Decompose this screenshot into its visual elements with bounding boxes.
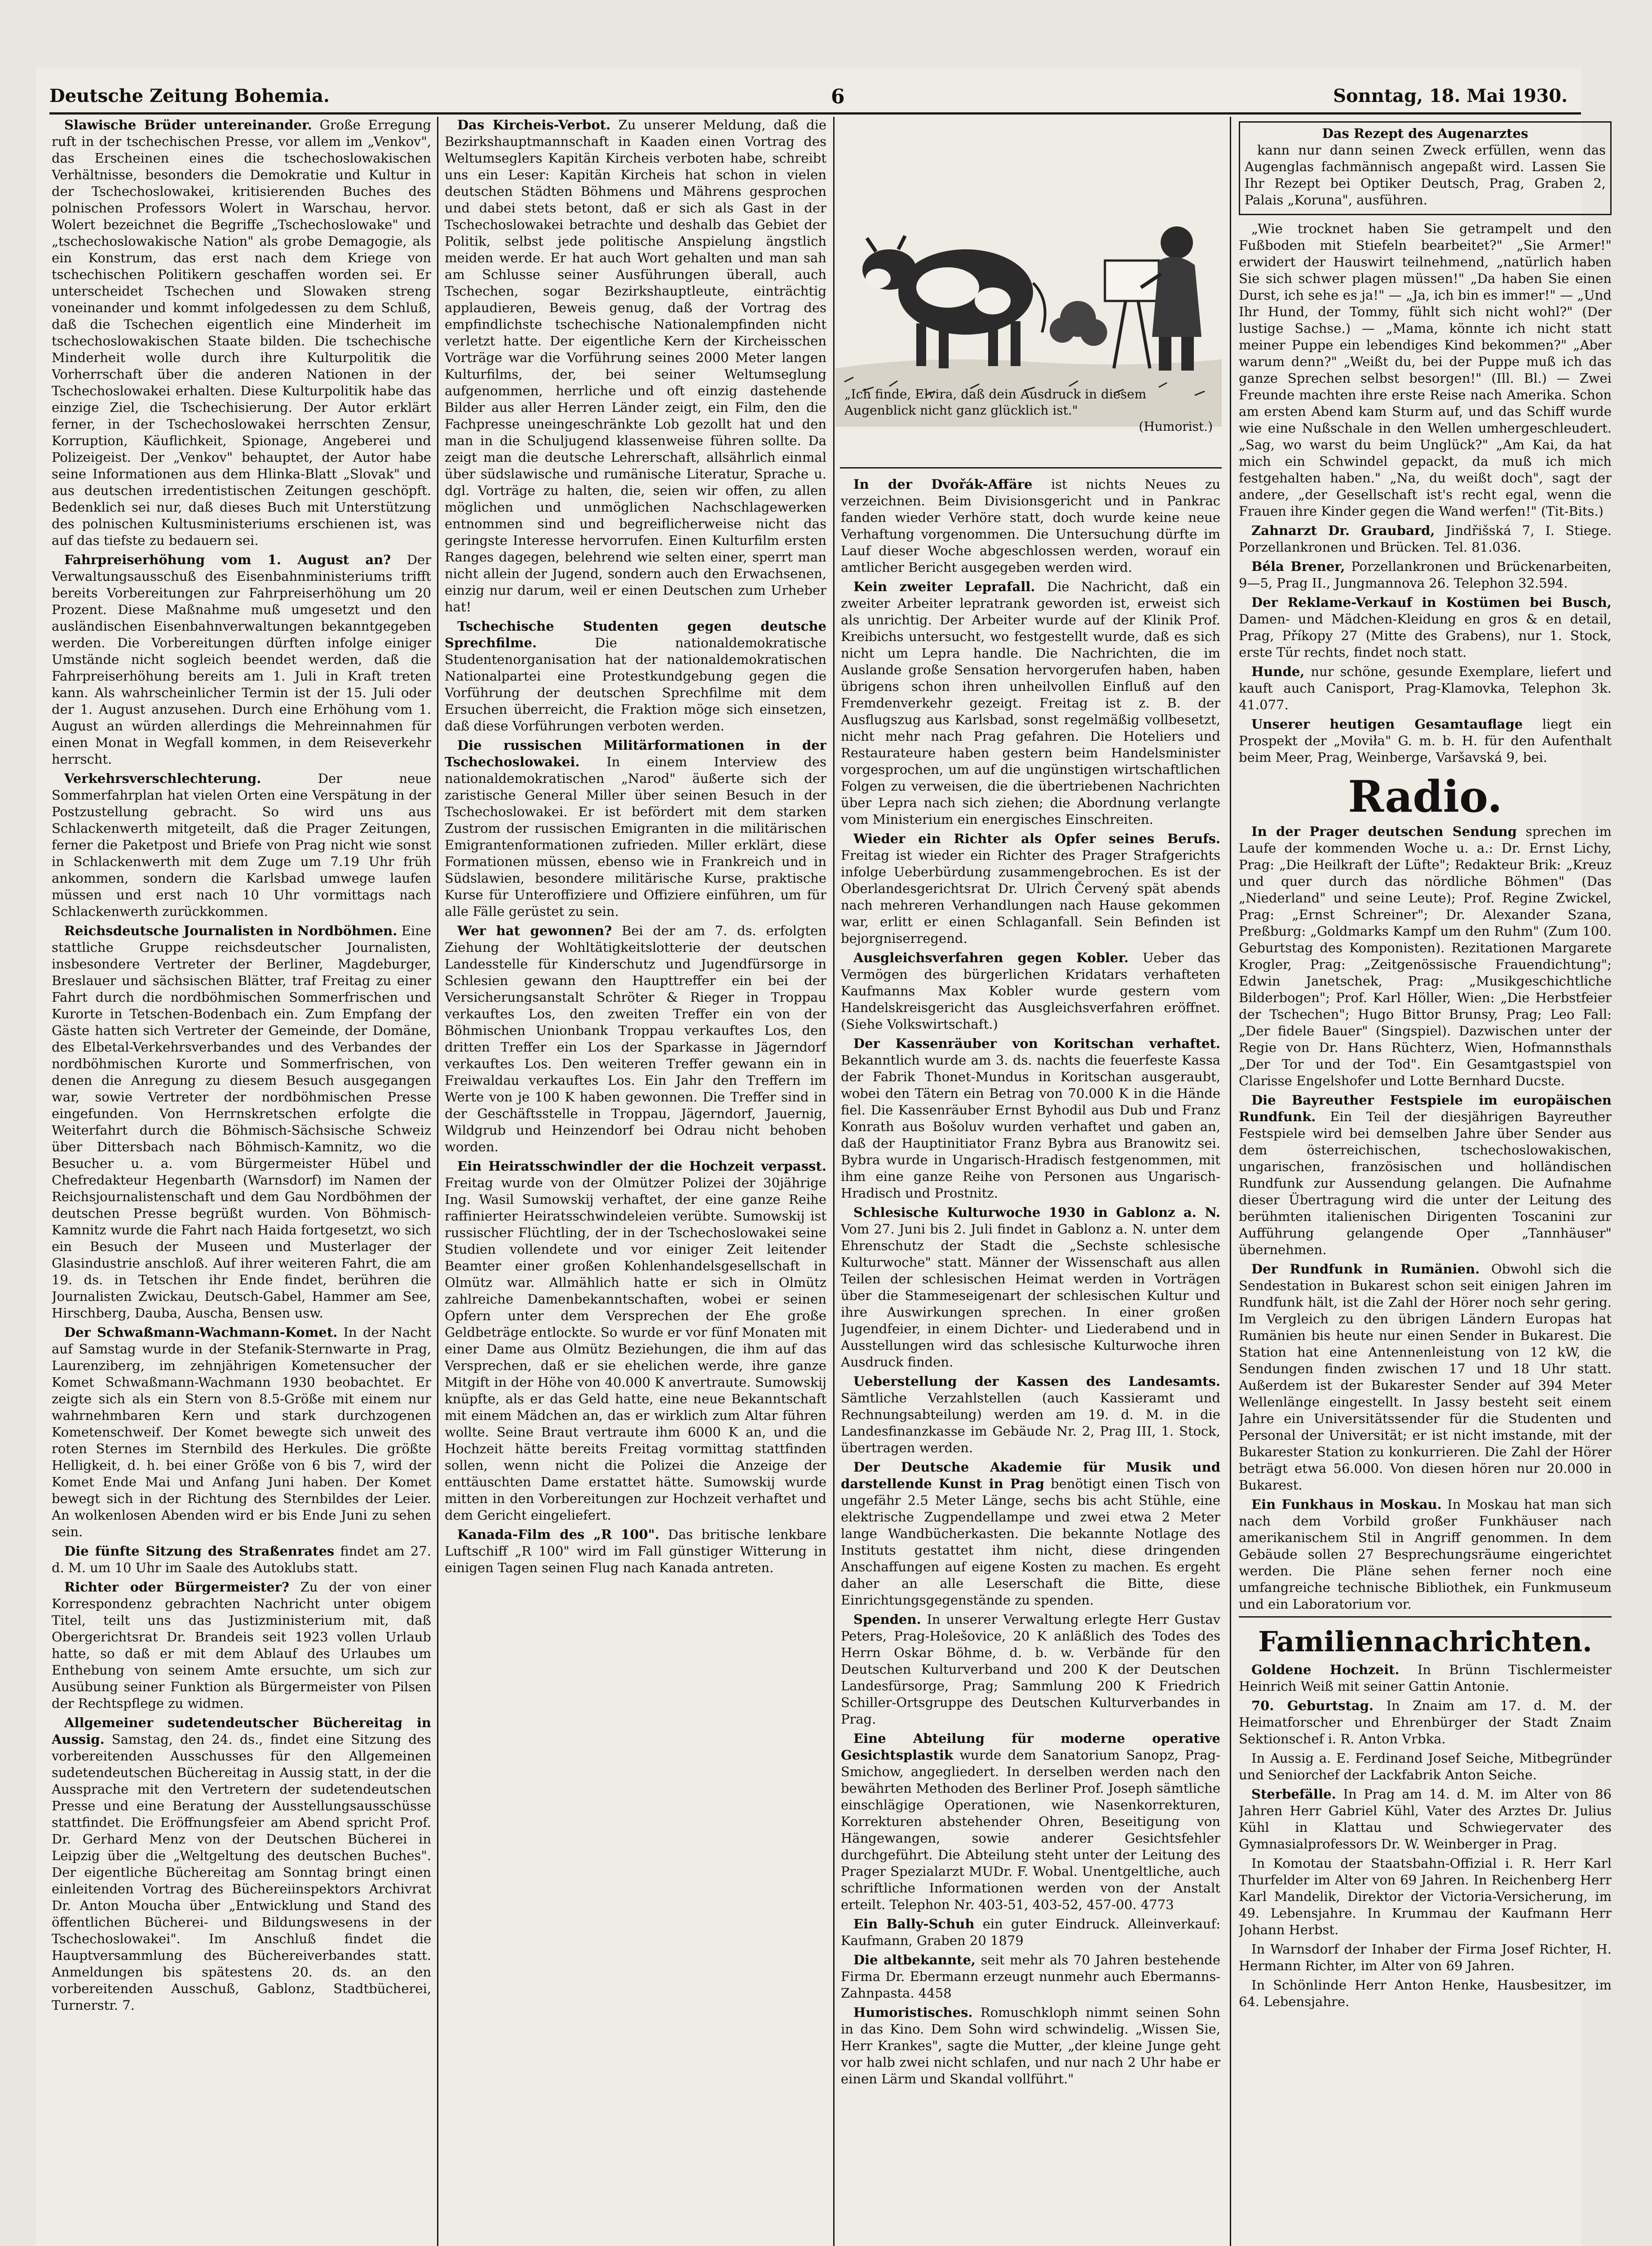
article [1239,716,1612,766]
article-lead: Tschechische Studenten gegen deutsche Sprechfilme. [445,619,826,650]
article [52,552,431,768]
article [52,1579,431,1712]
article-lead: Das Kircheis-Verbot. [457,117,611,133]
article [1239,558,1612,592]
article-text: Die Nachricht, daß ein zweiter Arbeiter lepratrank geworden ist, erweist sich als unrichtig. Der Arbeiter wurde auf der Klinik Prof. Kreibichs untersucht, wo festgestellt wurde, daß es sich nicht um Lepra handle. Die Nachrichten, die im Auslande große Sensation hervorgerufen haben, haben übrigens schon ihren unheilvollen Einfluß auf den Fremdenverkehr gezeigt. Freitag ist z. B. der Ausflugszug aus Karlsbad, sonst regelmäßig vollbesetzt, nicht mehr nach Prag gefahren. Die Hoteliers und Restaurateure haben gestern beim Handelsminister vorgesprochen, um auf die ungünstigen wirtschaftlichen Folgen zu verweisen, die die übertriebenen Nachrichten über Lepra nach sich ziehen; die Abordnung verlangte vom Ministerium ein energisches Einschreiten. [841,579,1220,827]
article [841,1611,1220,1728]
article [445,923,826,1155]
article-text: Porzellankronen und Brückenarbeiten, 9—5, Prag II., Jungmannova 26. Telephon 32.594. [1239,559,1612,591]
article-text: liegt ein Prospekt der „Moviła" G. m. b. H. für den Aufenthalt beim Meer, Prag, Weinberge, Varšavská 9, bei. [1239,716,1612,765]
article [52,923,431,1322]
article-text: Vom 27. Juni bis 2. Juli findet in Gablonz a. N. unter dem Ehrenschutz der Stadt die „Sechste schlesische Kulturwoche" statt. Männer der Wissenschaft aus allen Teilen der schlesischen Heimat werden in Vorträgen über die Stammeseigenart der schlesischen Kultur und ihre Auswirkungen sprechen. In einer großen Jugendfeier, in einem Dichter- und Liederabend und in Ausstellungen wird das schlesische Kulturwoche ihren Ausdruck finden. [841,1221,1220,1370]
cartoon-rule [840,467,1222,469]
article-lead: Humoristisches. [853,2005,973,2020]
article-text: Sämtliche Verzahlstellen (auch Kassieramt und Rechnungsabteilung) werden am 19. d. M. in die Landesfinanzkasse im Gebäude Nr. 2, Prag III, 1. Stock, übertragen werden. [841,1390,1220,1455]
article [841,579,1220,828]
article-lead: Kein zweiter Leprafall. [853,579,1035,594]
article [1239,1977,1612,2010]
optician-ad-title: Das Rezept des Augenarztes [1322,126,1528,141]
article-text: Der Verwaltungsausschuß des Eisenbahnministeriums trifft bereits Vorbereitungen zur Fahrpreiserhöhung um 20 Prozent. Diese Maßnahme muß umgesetzt und den ausländischen Eisenbahnverwaltungen bekanntgegeben werden. Die Vorbereitungen dürften infolge einiger Umstände nicht sogleich beendet werden, daß die Fahrpreiserhöhung bereits am 1. Juli in Kraft treten kann. Als wahrscheinlicher Termin ist der 15. Juli oder der 1. August anzusehen. Durch eine Erhöhung vom 1. August an würden allerdings die Mehreinnahmen für einen Monat in Wegfall kommen, in dem Reiseverkehr herrscht. [52,552,431,767]
article-lead: Kanada-Film des „R 100". [457,1527,659,1542]
article-text: nur schöne, gesunde Exemplare, liefert und kauft auch Canisport, Prag-Klamovka, Telephon 3k. 41.077. [1239,664,1612,712]
cartoon-caption [844,386,1213,435]
article-text: Samstag, den 24. ds., findet eine Sitzung des vorbereitenden Ausschusses für den Allgemeinen sudetendeutschen Büchereitag in Aussig statt, in der die Aussprache mit den Vertretern der sudetendeutschen Presse und eine Beratung der Ausstellungsausschüsse stattfindet. Die Eröffnungsfeier am Abend spricht Prof. Dr. Gerhard Menz von der Deutschen Bücherei in Leipzig über die „Weltgeltung des deutschen Buches". Der eigentliche Büchereitag am Sonntag bringt einen einleitenden Vortrag des Büchereiinspektors Archivrat Dr. Anton Moucha über „Entwicklung und Stand des öffentlichen Bücherei- und Bildungswesens in der Tschechoslowakei". Im Anschluß findet die Hauptversammlung des Büchereiverbandes statt. Anmeldungen bis spätestens 20. ds. an den vorbereitenden Ausschuß, Gablonz, Stadtbücherei, Turnerstr. 7. [52,1732,431,2013]
article-text: wurde dem Sanatorium Sanopz, Prag-Smichow, angegliedert. In derselben werden nach den bewährten Methoden des Berliner Prof. Joseph sämtliche einschlägige Operationen, wie Nasenkorrekturen, Korrekturen abstehender Ohren, Beseitigung von Hängewangen, sowie anderer Gesichtsfehler durchgeführt. Die Abteilung steht unter der Leitung des Prager Spezialarzt MUDr. F. Wobal. Unentgeltliche, auch schriftliche Informationen werden von der Anstalt erteilt. Telephon Nr. 403-51, 403-52, 457-00. 4773 [841,1747,1220,1912]
article [841,1035,1220,1202]
article-lead: Ueberstellung der Kassen des Landesamts. [853,1374,1220,1389]
article-lead: Allgemeiner sudetendeutscher Büchereitag in Aussig. [52,1715,431,1747]
article [1239,1261,1612,1494]
article-lead: Ein Funkhaus in Moskau. [1251,1497,1442,1512]
article-lead: Hunde, [1251,664,1305,679]
article-text: Bei der am 7. ds. erfolgten Ziehung der Wohltätigkeitslotterie der deutschen Landesstelle für Kinderschutz und Jugendfürsorge in Schlesien gewann den Haupttreffer ein bei der Versicherungsanstalt Schröter & Rieger in Troppau verkauftes Los, den zweiten Treffer ein von der Böhmischen Unionbank Troppau verkauftes Los, den dritten Treffer ein Los der Sparkasse in Jägerndorf verkauftes Los. Den weiteren Treffer gewann ein in Freiwaldau verkauftes Los. Ein Jahr den Treffern im Werte von je 100 K haben gewonnen. Die Treffer sind in der Geschäftsstelle in Troppau, Jägerndorf, Jauernig, Wildgrub und Heinzendorf bei Odrau nicht behoben worden. [445,923,826,1154]
optician-ad-text: kann nur dann seinen Zweck erfüllen, wenn das Augenglas fachmännisch angepaßt wird. Lassen Sie Ihr Rezept bei Optiker Deutsch, Prag, Graben 2, Palais „Koruna", ausführen. [1245,142,1606,208]
article-text: Ueber das Vermögen des bürgerlichen Kridatars verhafteten Kaufmanns Max Kobler wurde gestern vom Handelskreisgericht das Ausgleichsverfahren eröffnet. (Siehe Volkswirtschaft.) [841,950,1220,1032]
article-text: Zu unserer Meldung, daß die Bezirkshauptmannschaft in Kaaden einen Vortrag des Weltumseglers Kapitän Kircheis verboten habe, schreibt uns ein Leser: Kapitän Kircheis hat schon in vielen deutschen Städten Böhmens und Mährens gesprochen und dabei stets betont, daß er sich als Gast in der Tschechoslowakei betrachte und deshalb das Gebiet der Politik, selbst jede politische Anspielung ängstlich meiden werde. Er hat auch Wort gehalten und man sah am Schlusse seiner Ausführungen überall, auch Tschechen, sogar Bezirkshauptleute, einträchtig applaudieren, Beweis genug, daß der Vortrag des empfindlichste tschechische Nationalempfinden nicht verletzt hatte. Der eigentliche Kern der Kircheisschen Vorträge war die Vorführung seines 2000 Meter langen Kulturfilms, der, bei seiner Weltumseglung aufgenommen, herrliche und oft einzig dastehende Bilder aus aller Herren Länder zeigt, ein Film, den die Fachpresse uneingeschränkte Lob gezollt hat und den man in die Schuljugend klassenweise führen sollte. Da zeigt man die deutsche Lehrerschaft, allsährlich einmal über südslawische und rumänische Literatur, Sprache u. dgl. Vorträge zu halten, die, seien wir offen, zu allen möglichen und unmöglichen Nachschlagewerken entnommen sind und begreiflicherweise nicht das geringste Interesse hervorrufen. Einen Kulturfilm ersten Ranges dagegen, belehrend wie selten einer, sperrt man nicht allein der Jugend, sondern auch den Erwachsenen, einzig nur darum, weil er einen Deutschen zum Urheber hat! [445,117,826,615]
article-text: Freitag ist wieder ein Richter des Prager Strafgerichts infolge Ueberbürdung zusammengebrochen. Es ist der Oberlandesgerichtsrat Dr. Ulrich Červený spät abends nach mehreren Verhandlungen nach Hause gekommen war, erlitt er einen Schlaganfall. Sein Befinden ist bejorgniserregend. [841,848,1220,946]
article-text: In Aussig a. E. Ferdinand Josef Seiche, Mitbegründer und Seniorchef der Lackfabrik Anton Seiche. [1239,1751,1612,1782]
family-section [1239,1662,1612,2010]
article-text: Zu der von einer Korrespondenz gebrachten Nachricht unter obigem Titel, teilt uns das Justizministerium mit, daß Obergerichtsrat Dr. Brandeis seit 1923 vollen Urlaub hatte, so daß er mit dem Ablauf des Urlaubes um Enthebung von seinem Amte ersuchte, um sich zur Ausübung seiner Funktion als Bürgermeister von Pilsen der Rechtspflege zu widmen. [52,1579,431,1711]
article-lead: Der Deutsche Akademie für Musik und darstellende Kunst in Prag [841,1459,1220,1491]
family-rule [1239,1616,1612,1618]
classified-ads [1239,522,1612,766]
article [445,737,826,920]
article-text: Bekanntlich wurde am 3. ds. nachts die feuerfeste Kassa der Fabrik Thonet-Mundus in Koritschan ausgeraubt, wobei den Tätern ein Betrag von 70.000 K in die Hände fiel. Die Kassenräuber Ernst Byhodil aus Dub und Franz Konrath aus Bošoluv wurden verhaftet und gaben an, daß der Hauptinitiator Franz Bybra aus Branowitz sei. Bybra wurde in Ungarisch-Hradisch festgenommen, mit ihm eine ganze Reihe von Personen aus Ungarisch-Hradisch und Prostnitz. [841,1052,1220,1201]
article [1239,594,1612,661]
article-text: Ein Teil der diesjährigen Bayreuther Festspiele wird bei demselben Jahre über Sender aus dem österreichischen, tschechoslowakischen, ungarischen, französischen und holländischen Rundfunk zur Aussendung gelangen. Die Aufnahme dieser Übertragung wird die unter der Leitung des berühmten italienischen Dirigenten Toscanini zur Aufführung gelangende Oper „Tannhäuser" übernehmen. [1239,1109,1612,1257]
article-text: In einem Interview des nationaldemokratischen „Narod" äußerte sich der zaristische General Miller über seinen Besuch in der Tschechoslowakei. Er ist befördert mit dem starken Zustrom der russischen Emigranten in die militärischen Emigrantenformationen zufrieden. Miller erklärt, diese Formationen müssen, ebenso wie in Frankreich und in Südslawien, besondere militärische Kurse, praktische Kurse für Unteroffiziere und Offiziere einführen, um für alle Fälle gerüstet zu sein. [445,754,826,919]
article [1239,1786,1612,1853]
article-text: sprechen im Laufe der kommenden Woche u. a.: Dr. Ernst Lichy, Prag: „Die Heilkraft der Lüfte"; Redakteur Brik: „Kreuz und quer durch das nördliche Böhmen" (Das „Niederland" und seine Leute); Prof. Regine Zwickel, Prag: „Ernst Schreiner"; Dr. Alexander Szana, Preßburg: „Goldmarks Kampf um den Ruhm" (Zum 100. Geburtstag des Komponisten). Rezitationen Margarete Krogler, Prag: „Zeitgenössische Frauendichtung"; Edwin Janetschek, Prag: „Musikgeschichtliche Bilderbogen"; Prof. Karl Höller, Wien: „Die Herbstfeier der Tschechen"; Hugo Bittor Brunsy, Prag; Leo Fall: „Der fidele Bauer" (Singspiel). Dazwischen unter der Regie von Dr. Hans Rüchterz, Wien, Hofmannsthals „Der Tor und der Tod". Ein Gesamtgastspiel von Clarisse Engelshofer und Lotte Bernhard Ducste. [1239,824,1612,1088]
article [841,476,1220,576]
article-lead: Der Kassenräuber von Koritschan verhaftet. [853,1036,1220,1051]
article-lead: Richter oder Bürgermeister? [64,1579,290,1595]
article-lead: Der Rundfunk in Rumänien. [1251,1261,1480,1277]
article-text: In der Nacht auf Samstag wurde in der Stefanik-Sternwarte in Prag, Laurenziberg, im zehnjährigen Kometensucher der Komet Schwaßmann-Wachmann 1930 beobachtet. Er zeigte sich als ein Stern von 8.5-Größe mit einem nur wahrnehmbaren Kern und stark durchzogenen Kometenschweif. Der Komet bewegte sich unweit des roten Sternes im Sternbild des Herkules. Die größte Helligkeit, d. h. bei einer Größe von 6 bis 7, wird der Komet Ende Mai und Anfang Juni haben. Der Komet bewegt sich in der Richtung des Sternbildes der Leier. An wolkenlosen Abenden wird er bis Ende Juni zu sehen sein. [52,1325,431,1539]
article [841,1373,1220,1456]
article-lead: Eine Abteilung für moderne operative Gesichtsplastik [841,1731,1220,1763]
article-lead: Spenden. [853,1612,921,1627]
article [1239,1750,1612,1783]
optician-ad-box [1239,121,1612,215]
article-lead: Unserer heutigen Gesamtauflage [1251,716,1523,732]
article [1239,1855,1612,1938]
caption-text: „Ich finde, Elvira, daß dein Ausdruck in diesem Augenblick nicht ganz glücklich ist." [844,387,1147,418]
jokes-text: „Wie trocknet haben Sie getrampelt und den Fußboden mit Stiefeln bearbeitet?" „Sie Armer!" erwidert der Hauswirt teilnehmend, „natürlich haben Sie sich schwer plagen müssen!" „Da haben Sie einen Durst, ich sehe es ja!" — „Ja, ich bin es immer!" — „Und Ihr Hund, der Tommy, fühlt sich nicht wohl?" (Der lustige Sachse.) — „Mama, könnte ich nicht statt meiner Puppe ein lebendiges Kind bekommen?" „Aber warum denn?" „Weißt du, bei der Puppe muß ich das ganze Sprechen selbst besorgen!" (Ill. Bl.) — Zwei Freunde machten ihre erste Reise nach Amerika. Schon am ersten Abend kam Sturm auf, und das Schiff wurde wie eine Nußschale in den Wellen umhergeschleudert. „Sag, wo warst du beim Unglück?" „Am Kai, da hat mich ein Schwindel gepackt, da muß ich mich festgehalten haben." „Na, du weißt doch", sagt der andere, „der Gesellschaft ist's recht egal, wenn die Frauen ihre Kinder gegen die Wand werfen!" (Tit-Bits.) [1239,221,1612,519]
article-text: In Komotau der Staatsbahn-Offizial i. R. Herr Karl Thurfelder im Alter von 69 Jahren. In Reichenberg Herr Karl Mandelik, Direktor der Victoria-Versicherung, im 49. Lebensjahre. In Krummau der Kaufmann Herr Johann Herbst. [1239,1856,1612,1937]
article-text: ein guter Eindruck. Alleinverkauf: Kaufmann, Graben 20 1879 [841,1916,1220,1948]
article-lead: Wieder ein Richter als Opfer seines Berufs. [853,831,1220,846]
article-lead: Slawische Brüder untereinander. [64,117,312,133]
article [52,1543,431,1576]
article [1239,663,1612,713]
article [445,1526,826,1576]
article-text: Der neue Sommerfahrplan hat vielen Orten eine Verspätung in der Postzustellung gebracht. So wird uns aus Schlackenwerth mitgeteilt, daß die Prager Zeitungen, ferner die Paketpost und Briefe von Prag nicht wie sonst in Schlackenwerth mit dem Zuge um 7.19 Uhr früh ankommen, sondern die Karlsbad umwege laufen müssen und erst nach 10 Uhr vormittags nach Schlackenwerth zurückkommen. [52,771,431,919]
article-text: ist nichts Neues zu verzeichnen. Beim Divisionsgericht und in Pankrac fanden wieder Verhöre statt, doch wurde keine neue Verhaftung vorgenommen. Die Untersuchung dürfte im Lauf dieser Woche abgeschlossen werden, worauf ein amtlicher Bericht ausgegeben werden wird. [841,477,1220,575]
article [1239,823,1612,1089]
article-text: Obwohl sich die Sendestation in Bukarest schon seit einigen Jahren im Rundfunk hält, ist die Zahl der Hörer noch sehr gering. Im Vergleich zu den übrigen Ländern Europas hat Rumänien bis heute nur einen Sender in Bukarest. Die Station hat eine Antennenleistung von 12 kW, die Sendungen finden zwischen 17 und 18 Uhr statt. Außerdem ist der Bukarester Sender auf 394 Meter Wellenlänge eingestellt. In Jassy besteht seit einem Jahre ein Universitätssender für die Studenten und Personal der Universität; er ist nicht imstande, mit der Bukarester Station zu konkurrieren. Die Zahl der Hörer beträgt etwa 56.000. Von diesen hören nur 20.000 in Bukarest. [1239,1261,1612,1493]
article-lead: 70. Geburtstag. [1251,1698,1374,1713]
article [1239,522,1612,556]
article-lead: Die fünfte Sitzung des Straßenrates [64,1543,335,1559]
article [841,1916,1220,1949]
article [1239,1698,1612,1747]
issue-date: Sonntag, 18. Mai 1930. [1333,85,1568,106]
radio-title: Radio. [1348,771,1502,822]
article-text: Die nationaldemokratische Studentenorganisation hat der nationaldemokratischen Nationalpartei eine Protestkundgebung gegen die Vorführung der deutschen Sprechfilme mit dem Ersuchen überreicht, die Fraktion möge sich einsetzen, daß diese Vorführungen verboten werden. [445,635,826,734]
article-lead: Ein Bally-Schuh [853,1916,975,1932]
article-lead: Verkehrsverschlechterung. [64,771,261,786]
article-lead: In der Dvořák-Affäre [853,477,1033,492]
article-text: In Znaim am 17. d. M. der Heimatforscher und Ehrenbürger der Stadt Znaim Sektionschef i. R. Anton Vrbka. [1239,1698,1612,1746]
article-lead: Die altbekannte, [853,1952,976,1967]
article-text: Große Erregung ruft in der tschechischen Presse, vor allem im „Venkov", das Erscheinen eines die tschechoslowakischen Verhältnisse, besonders die Demokratie und Kultur in der Tschechoslowakei, kritisierenden Buches des polnischen Professors Wolert in Warschau, hervor. Wolert bezeichnet die Begriffe „Tschechoslowake" und „tschechoslowakische Nation" als grobe Demagogie, als ein Konstrum, das erst nach dem Kriege von tschechischen Politikern geschaffen worden sei. Er unterscheidet Tschechen und Slowaken streng voneinander und kommt infolgedessen zu dem Schluß, daß die Tschechen eigentlich eine Minderheit im tschechoslowakischen Staate bilden. Die tschechische Minderheit wolle durch ihre Kulturpolitik die Vorherrschaft über die anderen Nationen in der Tschechoslowakei erhalten. Diese Kulturpolitik habe das einzige Ziel, die Tschechisierung. Der Autor erklärt ferner, in der Tschechoslowakei herrschten Zensur, Korruption, Käuflichkeit, Spionage, Angeberei und Polizeigeist. Der „Venkov" behauptet, der Autor habe seine Informationen aus dem Hlinka-Blatt „Slovak" und aus deutschen irredentistischen Zeitungen geschöpft. Bedenklich sei nur, daß dieses Buch mit Unterstützung des polnischen Kultusministeriums erschienen ist, was auf das tiefste zu bedauern sei. [52,117,431,548]
article-lead: Schlesische Kulturwoche 1930 in Gablonz a. N. [853,1205,1220,1220]
article-lead: In der Prager deutschen Sendung [1251,824,1517,839]
column-rule-3 [1230,117,1231,2246]
article-text: In Warnsdorf der Inhaber der Firma Josef Richter, H. Hermann Richter, im Alter von 69 Jahren. [1239,1941,1612,1973]
article-text: In Brünn Tischlermeister Heinrich Weiß mit seiner Gattin Antonie. [1239,1662,1612,1694]
column-4 [1239,121,1612,2246]
article-lead: Die Bayreuther Festspiele im europäischen Rundfunk. [1239,1092,1612,1124]
article [1239,1941,1612,1974]
radio-section [1239,823,1612,1613]
article-text: Romuschkloph nimmt seinen Sohn in das Kino. Dem Sohn wird schwindelig. „Wissen Sie, Herr Krankes", sagte die Mutter, „der kleine Junge geht vor halb zwei nicht schlafen, und nur nach 2 Uhr habe er einen Lärm und Skandal vollführt." [841,2005,1220,2087]
article [1239,1496,1612,1613]
article [841,1204,1220,1371]
column-3 [841,476,1220,2246]
article-lead: Ein Heiratsschwindler der die Hochzeit verpasst. [457,1158,826,1174]
article-lead: Die russischen Militärformationen in der Tschechoslowakei. [445,738,826,769]
article-lead: Der Reklame-Verkauf in Kostümen bei Busch, [1251,595,1612,610]
paper-name: Deutsche Zeitung Bohemia. [49,85,330,106]
article [841,950,1220,1033]
article [1239,1092,1612,1258]
article-lead: Reichsdeutsche Journalisten in Nordböhmen. [64,923,398,938]
article [52,1324,431,1540]
header-rule [49,112,1581,115]
article-text: In unserer Verwaltung erlegte Herr Gustav Peters, Prag-Holešovice, 20 K anläßlich des Todes des Herrn Oskar Böhme, d. b. w. Verbände für den Deutschen Kulturverband und 200 K der Deutschen Landesfürsorge, Prag; Sammlung 200 K Friedrich Schiller-Ortsgruppe des Deutschen Kulturverbandes in Prag. [841,1612,1220,1727]
article-text: In Moskau hat man sich nach dem Vorbild großer Funkhäuser nach amerikanischem Stil in Angriff genommen. In dem Gebäude sollen 27 Besprechungsräume eingerichtet werden. Die Pläne sehen ferner noch eine umfangreiche technische Bibliothek, ein Funkmuseum und ein Laboratorium vor. [1239,1497,1612,1612]
article [52,1715,431,2014]
article-lead: Der Schwaßmann-Wachmann-Komet. [64,1325,338,1340]
caption-credit: (Humorist.) [1139,419,1213,434]
article-text: Eine stattliche Gruppe reichsdeutscher Journalisten, insbesondere Vertreter der Berliner, Magdeburger, Breslauer und sächsischen Blätter, traf Freitag zu einer Fahrt durch die nordböhmischen Sommerfrischen und Kurorte in Tetschen-Bodenbach ein. Zum Empfang der Gäste hatten sich Vertreter der Gemeinde, der Domäne, des Elbetal-Verkehrsverbandes und des Verbandes der nordböhmischen Kurorte und Sommerfrischen, von denen die Anregung zu diesem Besuch ausgegangen war, sowie Vertreter der nordböhmischen Presse eingefunden. Von Herrnskretschen erfolgte die Weiterfahrt durch die Böhmisch-Sächsische Schweiz über Dittersbach nach Böhmisch-Kamnitz, wo die Besucher u. a. vom Bürgermeister Hübel und Chefredakteur Hegenbarth (Warnsdorf) im Namen der Reichsjournalistenschaft und dem Gau Nordböhmen der deutschen Presse begrüßt wurden. Von Böhmisch-Kamnitz wurde die Fahrt nach Haida fortgesetzt, wo sich ein Besuch der Museen und Musterlager der Glasindustrie anschloß. Auf ihrer weiteren Fahrt, die am 19. ds. in Tetschen ihr Ende findet, berühren die Journalisten Zwickau, Deutsch-Gabel, Hammer am See, Hirschberg, Dauba, Auscha, Bensen usw. [52,923,431,1321]
page-header [49,85,1568,112]
article-text: In Prag am 14. d. M. im Alter von 86 Jahren Herr Gabriel Kühl, Vater des Arztes Dr. Julius Kühl in Klattau und Schwiegervater des Gymnasialprofessors Dr. W. Weinberger in Prag. [1239,1786,1612,1852]
article [52,770,431,920]
column-1 [52,117,431,2246]
article-lead: Wer hat gewonnen? [457,923,612,938]
article-text: Freitag wurde von der Olmützer Polizei der 30jährige Ing. Wasil Sumowskij verhaftet, der eine ganze Reihe raffinierter Heiratsschwindeleien verübte. Sumowskij ist russischer Flüchtling, der in der Tschechoslowakei seine Studien vollendete und vor einiger Zeit leitender Beamter einer großen Kohlenhandelsgesellschaft in Olmütz war. Allmählich hatte er sich in Olmütz zahlreiche Damenbekanntschaften, wobei er seinen Opfern unter dem Versprechen der Ehe große Geldbeträge entlockte. So wurde er vor fünf Monaten mit einer Dame aus Olmütz Beziehungen, die ihm auf das Versprechen, daß er sie ehelichen werde, ihre ganze Mitgift in der Höhe von 40.000 K anvertraute. Sumowskij knüpfte, als er das Geld hatte, eine neue Bekanntschaft mit einem Mädchen an, das er wirklich zum Altar führen wollte. Seine Braut vertraute ihm 6000 K an, und die Hochzeit hätte bereits Freitag vormittag stattfinden sollen, wenn nicht die Polizei die Anzeige der enttäuschten Dame erstattet hätte. Sumowskij wurde mitten in den Vorbereitungen zur Hochzeit verhaftet und dem Gericht eingeliefert. [445,1175,826,1523]
article-text: findet am 27. d. M. um 10 Uhr im Saale des Autoklubs statt. [52,1543,431,1575]
column-2 [445,117,826,2246]
article-lead: Zahnarzt Dr. Graubard, [1251,523,1435,538]
article-lead: Béla Brener, [1251,559,1345,574]
article-text: Das britische lenkbare Luftschiff „R 100" wird im Fall günstiger Witterung in einigen Tagen seinen Flug nach Kanada antreten. [445,1527,826,1575]
page-number: 6 [831,85,845,108]
article [445,1158,826,1524]
article [445,618,826,734]
column-rule-1 [437,117,438,2246]
article [841,2004,1220,2087]
article-text: benötigt einen Tisch von ungefähr 2.5 Meter Länge, sechs bis acht Stühle, eine elektrische Zugpendellampe und zwei etwa 2 Meter lange Wandbücherkasten. Die bekannte Notlage des Instituts gestattet ihm nicht, diese dringenden Anschaffungen auf eigene Kosten zu machen. Es ergeht daher an alle Leserschaft die Bitte, diese Einrichtungsgegenstände zu spenden. [841,1476,1220,1608]
article-lead: Sterbefälle. [1251,1786,1336,1802]
article-lead: Goldene Hochzeit. [1251,1662,1400,1677]
article [841,1459,1220,1609]
article [841,831,1220,947]
article [841,1952,1220,2002]
article [52,117,431,549]
article [445,117,826,615]
family-title: Familiennachrichten. [1258,1625,1592,1658]
article [1239,1662,1612,1695]
article-text: seit mehr als 70 Jahren bestehende Firma Dr. Ebermann erzeugt nunmehr auch Ebermanns-Zahnpasta. 4458 [841,1952,1220,2001]
article-text: Damen- und Mädchen-Kleidung en gros & en detail, Prag, Příkopy 27 (Mitte des Grabens), nur 1. Stock, erste Tür rechts, findet noch statt. [1239,611,1612,660]
article-lead: Ausgleichsverfahren gegen Kobler. [853,950,1129,965]
article [841,1730,1220,1913]
article-lead: Fahrpreiserhöhung vom 1. August an? [64,552,391,567]
column-rule-2 [833,117,835,2246]
article-text: Jindřišská 7, I. Stiege. Porzellankronen und Brücken. Tel. 81.036. [1239,523,1612,555]
article-text: In Schönlinde Herr Anton Henke, Hausbesitzer, im 64. Lebensjahre. [1239,1977,1612,2009]
